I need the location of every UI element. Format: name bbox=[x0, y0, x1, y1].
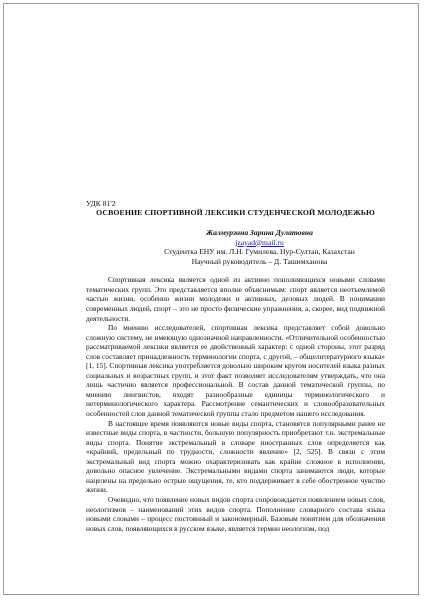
paragraph: Спортивная лексика является одной из активно пополняющихся новыми словами тематических групп. Это представляется вполне объяснимым: спорт является неотъемлемой частью жизни, особенно жизни молодежи и активных, деловых людей. В понимании современных людей, спорт – это не просто физические упражнения, а, скорее, вид подвижной деятельности. bbox=[86, 275, 385, 323]
paragraph: По мнению исследователей, спортивная лексика представляет собой довольно сложную систему, не имеющую однозначной направленности. «Отличительной особенностью рассматриваемой лексики является ее двойственный характер: с одной стороны, этот разряд слов составляет принадлежность терминологии спорта, с другой, – общелитературного языка» [1, 15]. Спортивная лексика употребляется довольно широким кругом носителей языка разных социальных и возрастных групп, и этот факт позволяет исследователям утверждать, что она лишь частично является профессиональной. В состав данной тематической группы, по мнению лингвистов, входят разнообразные единицы терминологического и нетерминологического характера. Рассмотрение семантических и словообразовательных особенностей слов данной тематической группы стало предметом нашего исследования. bbox=[86, 323, 386, 419]
paragraph: Очевидно, что появление новых видов спорта сопровождается появлением новых слов, неологизмов – наименований этих видов спорта. Пополнение словарного состава языка новыми словами – процесс постоянный и закономерный. Базовым понятием для обозначения новых слов, появляющихся в русском языке, является термин неологизм, под bbox=[86, 494, 385, 533]
author-block bbox=[134, 228, 385, 266]
author-affiliation: Студентка ЕНУ им. Л.Н. Гумилева, Нур-Султан, Казахстан bbox=[164, 247, 355, 257]
udk-code: УДК 81'2 bbox=[86, 199, 116, 208]
article-content bbox=[86, 199, 385, 533]
document-page bbox=[3, 3, 419, 595]
author-email-link[interactable]: jzayad@mail.ru bbox=[235, 237, 284, 247]
scientific-supervisor: Научный руководитель – Д. Ташимханова bbox=[191, 256, 328, 266]
paragraph: В настоящее время появляются новые виды спорта, становятся популярными ранее не известные виды спорта, в частности, большую популярность приобретают т.н. экстремальные виды спорта. Понятие экстремальный в словаре иностранных слов определяется как «крайний, предельный по трудности, сложности явление» [2, 525]. В связи с этим экстремальный вид спорта можно охарактеризовать как крайне сложное в исполнении, довольно опасное увлечение. Экстремальными видами спорта занимаются люди, которые нацелены на предельно острые ощущения, те, кто поддерживает в себе обостренное чувство жизни. bbox=[86, 418, 385, 495]
article-title: ОСВОЕНИЕ СПОРТИВНОЙ ЛЕКСИКИ СТУДЕНЧЕСКОЙ МОЛОДЕЖЬЮ bbox=[96, 208, 375, 217]
article-body bbox=[86, 275, 385, 533]
author-name: Жалмурзина Зарина Дулатовна bbox=[206, 228, 313, 237]
